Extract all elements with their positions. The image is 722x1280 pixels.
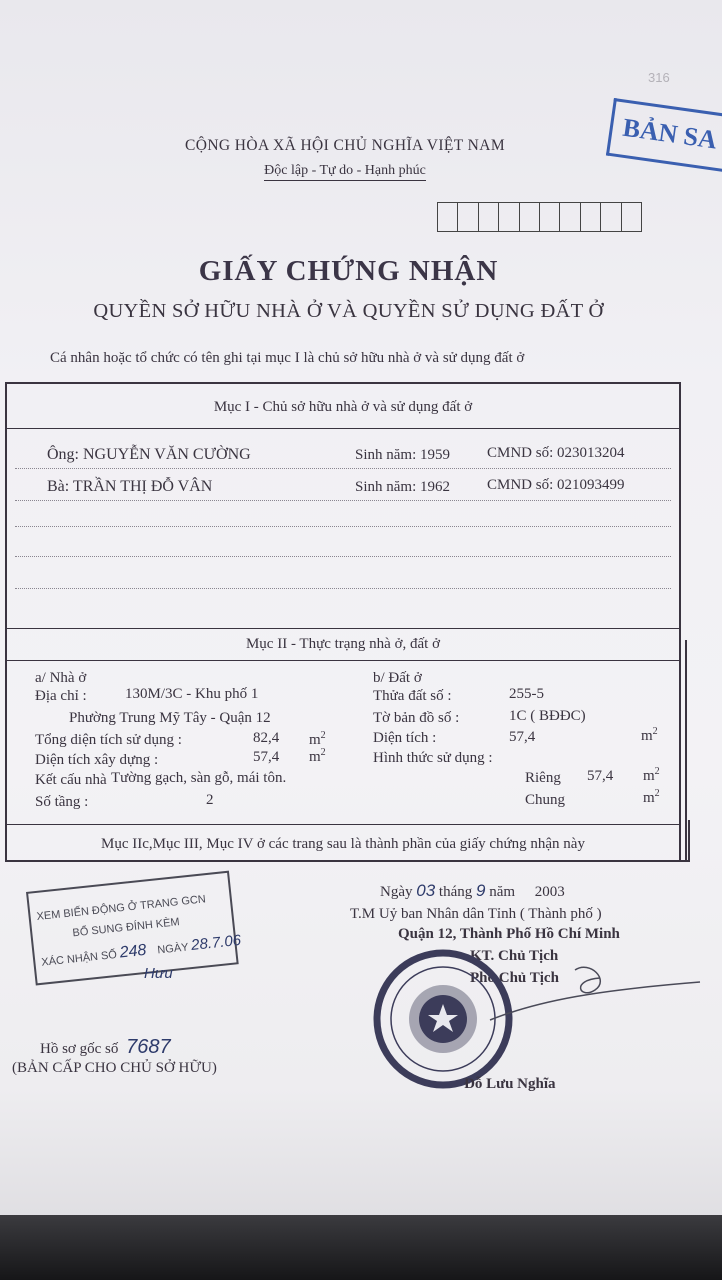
usage-form-label: Hình thức sử dụng : <box>373 750 493 766</box>
signature <box>480 960 710 1030</box>
section1-title: Mục I - Chủ sở hữu nhà ở và sử dụng đất ở <box>213 399 473 415</box>
pencil-note: 316 <box>648 70 670 85</box>
signer-name: Đỗ Lưu Nghĩa <box>464 1076 556 1092</box>
authority-line2: Quận 12, Thành Phố Hồ Chí Minh <box>398 926 620 942</box>
private-unit: $m^2$ <box>643 766 660 784</box>
owner2-id: CMND số: 021093499 <box>487 477 625 493</box>
usage-area-unit: $m^2$ <box>309 730 326 748</box>
map-sheet-value: 1C ( BĐĐC) <box>509 708 586 724</box>
owner1-birth: Sinh năm: 1959 <box>355 447 451 463</box>
parcel-value: 255-5 <box>509 686 544 702</box>
address-label: Địa chỉ : <box>35 688 87 704</box>
copy-stamp: BẢN SA <box>606 98 722 175</box>
section2-title: Mục II - Thực trạng nhà ở, đất ở <box>245 636 441 652</box>
amendment-stamp: XEM BIẾN ĐỘNG Ở TRANG GCN BỔ SUNG ĐÍNH KÈM XÁC NHẬN SỐ 248 NGÀY 28.7.06 <box>26 871 239 986</box>
serial-number-boxes <box>437 202 642 232</box>
document-subtitle: QUYỀN SỞ HỮU NHÀ Ở VÀ QUYỀN SỬ DỤNG ĐẤT Ở <box>93 300 604 322</box>
land-area-value: 57,4 <box>509 729 536 745</box>
authority-line3: KT. Chủ Tịch <box>470 948 559 964</box>
floors-value: 2 <box>206 792 214 808</box>
owner2-birth: Sinh năm: 1962 <box>355 479 451 495</box>
land-heading: b/ Đất ở <box>373 670 422 686</box>
structure-label: Kết cấu nhà <box>35 772 107 788</box>
private-value: 57,4 <box>587 768 614 784</box>
floors-label: Số tầng : <box>35 794 89 810</box>
authority-line4: Phó Chủ Tịch <box>470 970 559 986</box>
section2-footer: Mục IIc,Mục III, Mục IV ở các trang sau là thành phần của giấy chứng nhận này <box>101 836 585 852</box>
authority-line1: T.M Uỷ ban Nhân dân Tỉnh ( Thành phố ) <box>350 906 602 922</box>
document-title: GIẤY CHỨNG NHẬN <box>198 255 499 287</box>
date-line: Ngày 03 tháng 9 năm 2003 <box>380 881 565 900</box>
owner2-name: Bà: TRẦN THỊ ĐỖ VÂN <box>47 478 213 495</box>
copy-note: (BẢN CẤP CHO CHỦ SỞ HỮU) <box>12 1060 217 1076</box>
usage-area-label: Tổng diện tích sử dụng : <box>35 732 182 748</box>
house-heading: a/ Nhà ở <box>35 670 87 686</box>
land-area-unit: $m^2$ <box>641 726 658 744</box>
land-area-label: Diện tích : <box>373 730 437 746</box>
record-line: Hồ sơ gốc số 7687 <box>40 1036 171 1058</box>
build-area-unit: $m^2$ <box>309 747 326 765</box>
photo-bottom-shadow <box>0 1215 722 1280</box>
usage-area-value: 82,4 <box>253 730 280 746</box>
owner1-name: Ông: NGUYỄN VĂN CƯỜNG <box>47 446 251 463</box>
country-header: CỘNG HÒA XÃ HỘI CHỦ NGHĨA VIỆT NAM <box>184 137 505 154</box>
certificate-table <box>5 382 681 862</box>
address-line1: 130M/3C - Khu phố 1 <box>125 686 259 702</box>
handwritten-initials: Hưu <box>144 965 173 982</box>
address-line2: Phường Trung Mỹ Tây - Quận 12 <box>69 710 271 726</box>
build-area-label: Diện tích xây dựng : <box>35 752 159 768</box>
private-label: Riêng <box>525 770 561 786</box>
shared-label: Chung <box>525 792 566 808</box>
intro-text: Cá nhân hoặc tổ chức có tên ghi tại mục I là chủ sở hữu nhà ở và sử dụng đất ở <box>50 350 525 366</box>
parcel-label: Thửa đất số : <box>373 688 452 704</box>
build-area-value: 57,4 <box>253 749 280 765</box>
structure-value: Tường gạch, sàn gỗ, mái tôn. <box>111 770 287 786</box>
shared-unit: $m^2$ <box>643 788 660 806</box>
motto: Độc lập - Tự do - Hạnh phúc <box>0 163 690 179</box>
map-sheet-label: Tờ bản đồ số : <box>373 710 460 726</box>
owner1-id: CMND số: 023013204 <box>487 445 625 461</box>
